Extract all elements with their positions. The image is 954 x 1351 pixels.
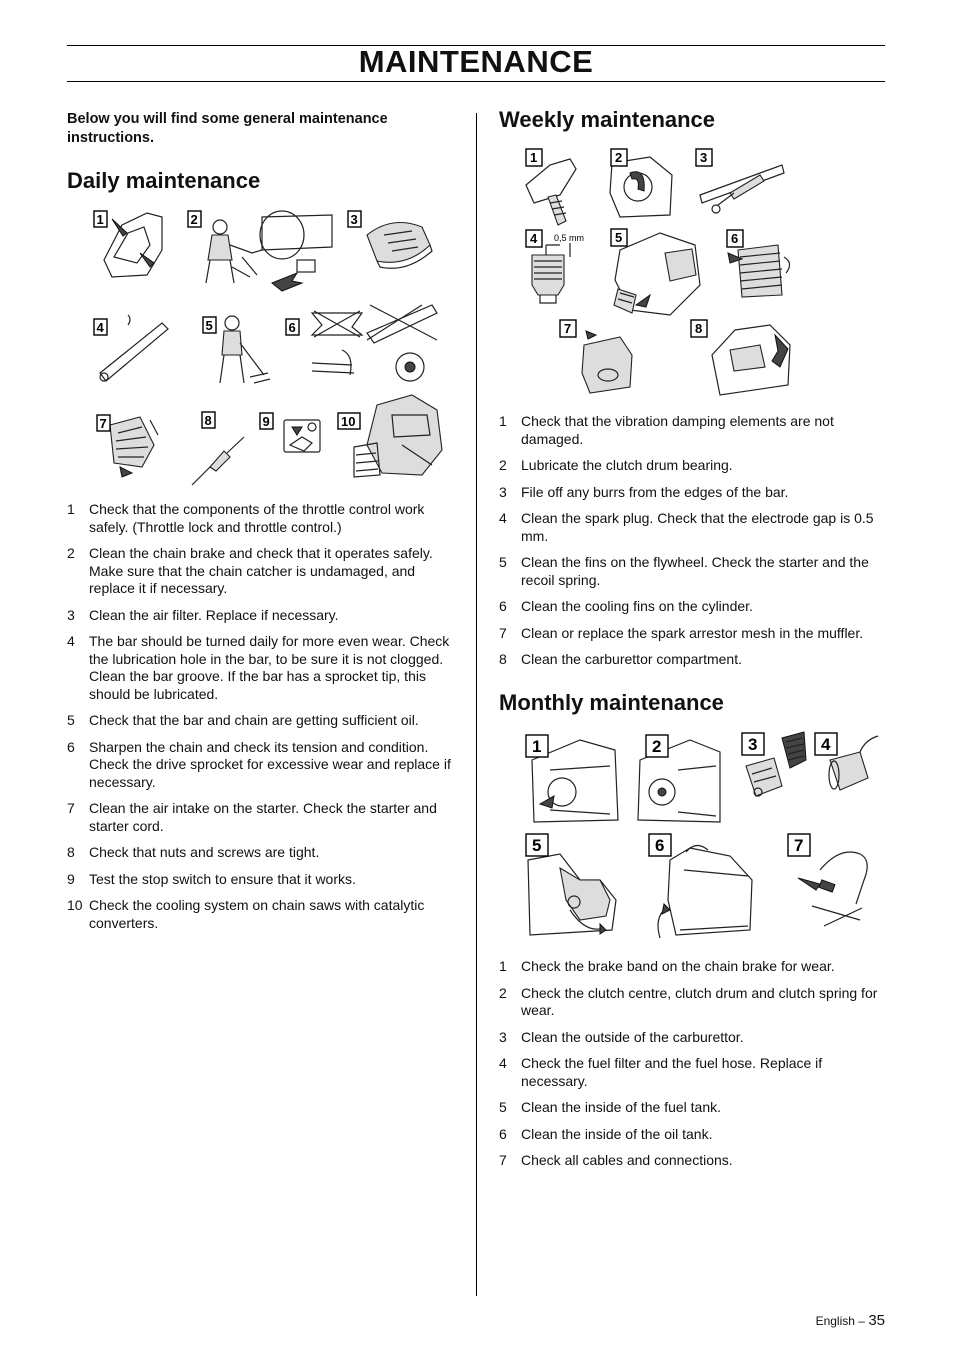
- monthly-figure-number-7: [788, 834, 810, 856]
- daily-figure-number-1: [94, 211, 107, 227]
- daily-figure-number-4: [94, 319, 107, 335]
- svg-text:6: 6: [288, 320, 296, 335]
- weekly-step: 6 Clean the cooling fins on the cylinder.: [499, 598, 753, 614]
- page-footer: [816, 1312, 885, 1329]
- cylinder-fins-illustration: [728, 245, 790, 297]
- svg-text:5: 5: [532, 836, 542, 855]
- intro-text: Below you will find some general maintenance instructions.: [67, 111, 388, 146]
- svg-text:1: 1: [96, 212, 104, 227]
- fuel-tank-illustration: [528, 854, 616, 935]
- title-rule-bottom: [67, 81, 885, 82]
- daily-step: 1 Check that the components of the throttle control work safely. (Throttle lock and throttle control.): [67, 501, 425, 535]
- monthly-step: 3 Clean the outside of the carburettor.: [499, 1028, 744, 1045]
- daily-steps-list: [67, 501, 462, 941]
- svg-text:4: 4: [96, 320, 104, 335]
- svg-text:3: 3: [748, 735, 758, 754]
- daily-step: 5 Check that the bar and chain are getting sufficient oil.: [67, 712, 419, 728]
- footer-language: English: [815, 1314, 855, 1328]
- svg-text:5: 5: [615, 230, 623, 245]
- svg-text:2: 2: [615, 150, 623, 165]
- svg-text:8: 8: [204, 413, 212, 428]
- guide-bar-illustration: [100, 315, 168, 381]
- footer-separator: –: [858, 1314, 865, 1328]
- weekly-step: 3 File off any burrs from the edges of the bar.: [499, 483, 789, 500]
- weekly-illustration: [520, 145, 800, 400]
- svg-text:1: 1: [532, 737, 542, 756]
- daily-step: 8 Check that nuts and screws are tight.: [67, 844, 320, 860]
- daily-step: 2 Clean the chain brake and check that it operates safely. Make sure that the chain catcher is undamaged, and replace it if necessary.: [67, 545, 433, 596]
- svg-text:6: 6: [731, 231, 739, 246]
- monthly-figure: [520, 730, 885, 945]
- daily-figure-number-10: [338, 413, 360, 429]
- daily-step: 9 Test the stop switch to ensure that it works.: [67, 870, 356, 887]
- svg-text:8: 8: [695, 321, 703, 336]
- daily-figure-number-9: [260, 413, 273, 429]
- daily-figure-number-8: [202, 412, 215, 428]
- weekly-step: 8 Clean the carburettor compartment.: [499, 651, 742, 667]
- monthly-figure-number-3: [742, 733, 764, 755]
- operator-chain-brake-illustration: [206, 220, 262, 283]
- svg-text:7: 7: [99, 416, 107, 431]
- monthly-figure-number-4: [815, 733, 837, 755]
- screwdriver-illustration: [192, 437, 244, 485]
- svg-text:2: 2: [652, 737, 662, 756]
- monthly-figure-number-1: [526, 735, 548, 757]
- daily-illustration: [92, 205, 452, 490]
- monthly-heading: Monthly maintenance: [499, 690, 724, 715]
- monthly-step: 4 Check the fuel filter and the fuel hose. Replace if necessary.: [499, 1055, 823, 1089]
- vibration-damper-illustration: [526, 159, 576, 225]
- weekly-steps-list: [499, 413, 887, 678]
- starter-illustration: [110, 417, 158, 477]
- daily-figure-number-5: [203, 317, 216, 333]
- weekly-figure-number-5: [611, 229, 627, 246]
- daily-figure: [92, 205, 452, 490]
- stop-switch-illustration: [284, 420, 320, 452]
- operator-oiling-illustration: [220, 316, 270, 383]
- weekly-figure-number-8: [691, 320, 707, 337]
- monthly-figure-number-2: [646, 735, 668, 757]
- cables-illustration: [798, 852, 867, 926]
- monthly-illustration: [520, 730, 885, 945]
- svg-text:3: 3: [350, 212, 358, 227]
- weekly-figure-number-6: [727, 230, 743, 247]
- svg-text:4: 4: [821, 735, 831, 754]
- svg-text:1: 1: [530, 150, 538, 165]
- daily-step: 6 Sharpen the chain and check its tension and condition. Check the drive sprocket for excessive wear and replace if necessary.: [67, 738, 451, 790]
- monthly-figure-number-5: [526, 834, 548, 856]
- daily-figure-number-6: [286, 319, 299, 335]
- daily-step: 10 Check the cooling system on chain saws with catalytic converters.: [67, 897, 425, 931]
- bar-sprocket-illustration: [260, 211, 332, 291]
- weekly-step: 4 Clean the spark plug. Check that the electrode gap is 0.5 mm.: [499, 510, 874, 544]
- svg-text:6: 6: [655, 836, 665, 855]
- daily-step: 7 Clean the air intake on the starter. Check the starter and starter cord.: [67, 800, 437, 834]
- weekly-step: 2 Lubricate the clutch drum bearing.: [499, 457, 733, 473]
- monthly-step: 5 Clean the inside of the fuel tank.: [499, 1099, 722, 1115]
- svg-text:7: 7: [794, 836, 804, 855]
- weekly-step: 7 Clean or replace the spark arrestor mesh in the muffler.: [499, 624, 864, 641]
- daily-heading: Daily maintenance: [67, 168, 261, 193]
- page-title: MAINTENANCE: [358, 44, 594, 79]
- svg-text:2: 2: [190, 212, 198, 227]
- monthly-step: 7 Check all cables and connections.: [499, 1152, 733, 1168]
- svg-text:5: 5: [205, 318, 213, 333]
- weekly-figure: [520, 145, 800, 400]
- weekly-step: 5 Clean the fins on the flywheel. Check the starter and the recoil spring.: [499, 554, 869, 588]
- weekly-figure-number-2: [611, 149, 627, 166]
- monthly-steps-list: [499, 958, 887, 1179]
- svg-text:7: 7: [564, 321, 572, 336]
- chain-sharpening-illustration: [312, 305, 437, 381]
- daily-figure-number-3: [348, 211, 361, 227]
- monthly-figure-number-6: [649, 834, 671, 856]
- weekly-figure-number-7: [560, 320, 576, 337]
- weekly-figure-number-3: [696, 149, 712, 166]
- electrode-gap-label: 0,5 mm: [554, 233, 585, 243]
- column-divider: [476, 113, 477, 1296]
- monthly-step: 1 Check the brake band on the chain brake for wear.: [499, 958, 835, 974]
- muffler-illustration: [582, 331, 632, 393]
- cooling-system-illustration: [354, 395, 442, 477]
- svg-text:10: 10: [341, 414, 356, 429]
- monthly-step: 6 Clean the inside of the oil tank.: [499, 1125, 713, 1142]
- bar-file-illustration: [700, 165, 784, 213]
- daily-figure-number-7: [97, 415, 110, 431]
- svg-text:4: 4: [530, 231, 538, 246]
- monthly-step: 2 Check the clutch centre, clutch drum and clutch spring for wear.: [499, 984, 878, 1018]
- weekly-heading: Weekly maintenance: [499, 107, 716, 132]
- daily-figure-number-2: [188, 211, 201, 227]
- weekly-figure-number-4: [526, 230, 542, 247]
- svg-text:9: 9: [262, 414, 270, 429]
- weekly-figure-number-1: [526, 149, 542, 166]
- svg-text:3: 3: [700, 150, 708, 165]
- weekly-step: 1 Check that the vibration damping elements are not damaged.: [499, 413, 834, 447]
- daily-step: 3 Clean the air filter. Replace if necessary.: [67, 606, 339, 623]
- oil-tank-illustration: [658, 845, 752, 938]
- carburettor-compartment-illustration: [712, 325, 790, 395]
- air-filter-illustration: [367, 223, 432, 269]
- daily-step: 4 The bar should be turned daily for more even wear. Check the lubrication hole in the bar, to be sure it is not clogged. Clean the bar groove. If the bar has a sprocket tip, this should be lubricated.: [67, 633, 450, 702]
- page-number: 35: [868, 1312, 885, 1329]
- throttle-handle-illustration: [104, 213, 162, 277]
